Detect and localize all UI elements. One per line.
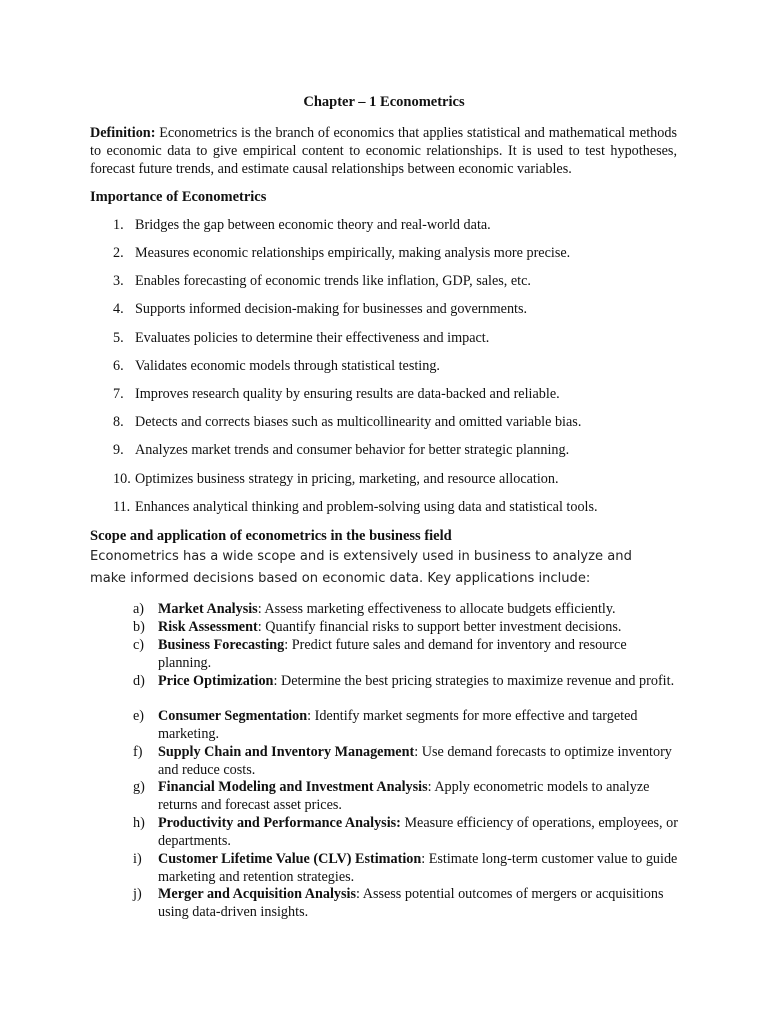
application-item: b) Risk Assessment: Quantify financial risks to support better investment decisions. [133, 619, 622, 635]
application-item: c) Business Forecasting: Predict future sales and demand for inventory and resource planning. [133, 637, 627, 671]
application-item: e) Consumer Segmentation: Identify market segments for more effective and targeted marketing. [133, 708, 638, 742]
importance-item: 2. Measures economic relationships empirically, making analysis more precise. [113, 245, 571, 261]
importance-item: 3. Enables forecasting of economic trends like inflation, GDP, sales, etc. [113, 273, 531, 289]
application-item: h) Productivity and Performance Analysis: Measure efficiency of operations, employees, or departments. [133, 815, 678, 849]
importance-item: 11. Enhances analytical thinking and problem-solving using data and statistical tools. [113, 499, 598, 515]
definition-label: Definition: [90, 125, 156, 141]
importance-item: 6. Validates economic models through statistical testing. [113, 358, 440, 374]
application-item: j) Merger and Acquisition Analysis: Assess potential outcomes of mergers or acquisitions using data-driven insights. [133, 886, 664, 920]
importance-item: 8. Detects and corrects biases such as multicollinearity and omitted variable bias. [113, 414, 582, 430]
importance-item: 10. Optimizes business strategy in pricing, marketing, and resource allocation. [113, 471, 559, 487]
application-item: i) Customer Lifetime Value (CLV) Estimation: Estimate long-term customer value to guide marketing and retention strategies. [133, 851, 678, 885]
application-item: d) Price Optimization: Determine the best pricing strategies to maximize revenue and profit. [133, 673, 675, 689]
definition-text: Econometrics is the branch of economics that applies statistical and mathematical methods to economic data to give empirical content to economic relationships. It is used to test hypotheses, forecast future trends, and estimate causal relationships between economic variables. [90, 125, 677, 178]
importance-item: 1. Bridges the gap between economic theory and real-world data. [113, 217, 491, 233]
definition-paragraph [90, 124, 677, 179]
importance-heading: Importance of Econometrics [90, 189, 267, 205]
application-item: a) Market Analysis: Assess marketing effectiveness to allocate budgets efficiently. [133, 601, 616, 617]
importance-item: 5. Evaluates policies to determine their effectiveness and impact. [113, 330, 490, 346]
scope-intro: Econometrics has a wide scope and is extensively used in business to analyze and make informed decisions based on economic data. Key applications include: [90, 549, 632, 586]
application-item: g) Financial Modeling and Investment Analysis: Apply econometric models to analyze returns and forecast asset prices. [133, 779, 650, 813]
importance-item: 7. Improves research quality by ensuring results are data-backed and reliable. [113, 386, 560, 402]
importance-item: 9. Analyzes market trends and consumer behavior for better strategic planning. [113, 442, 570, 458]
importance-item: 4. Supports informed decision-making for businesses and governments. [113, 301, 528, 317]
scope-heading: Scope and application of econometrics in the business field [90, 528, 452, 544]
chapter-title: Chapter – 1 Econometrics [303, 94, 465, 110]
application-item: f) Supply Chain and Inventory Management: Use demand forecasts to optimize inventory and reduce costs. [133, 744, 672, 778]
